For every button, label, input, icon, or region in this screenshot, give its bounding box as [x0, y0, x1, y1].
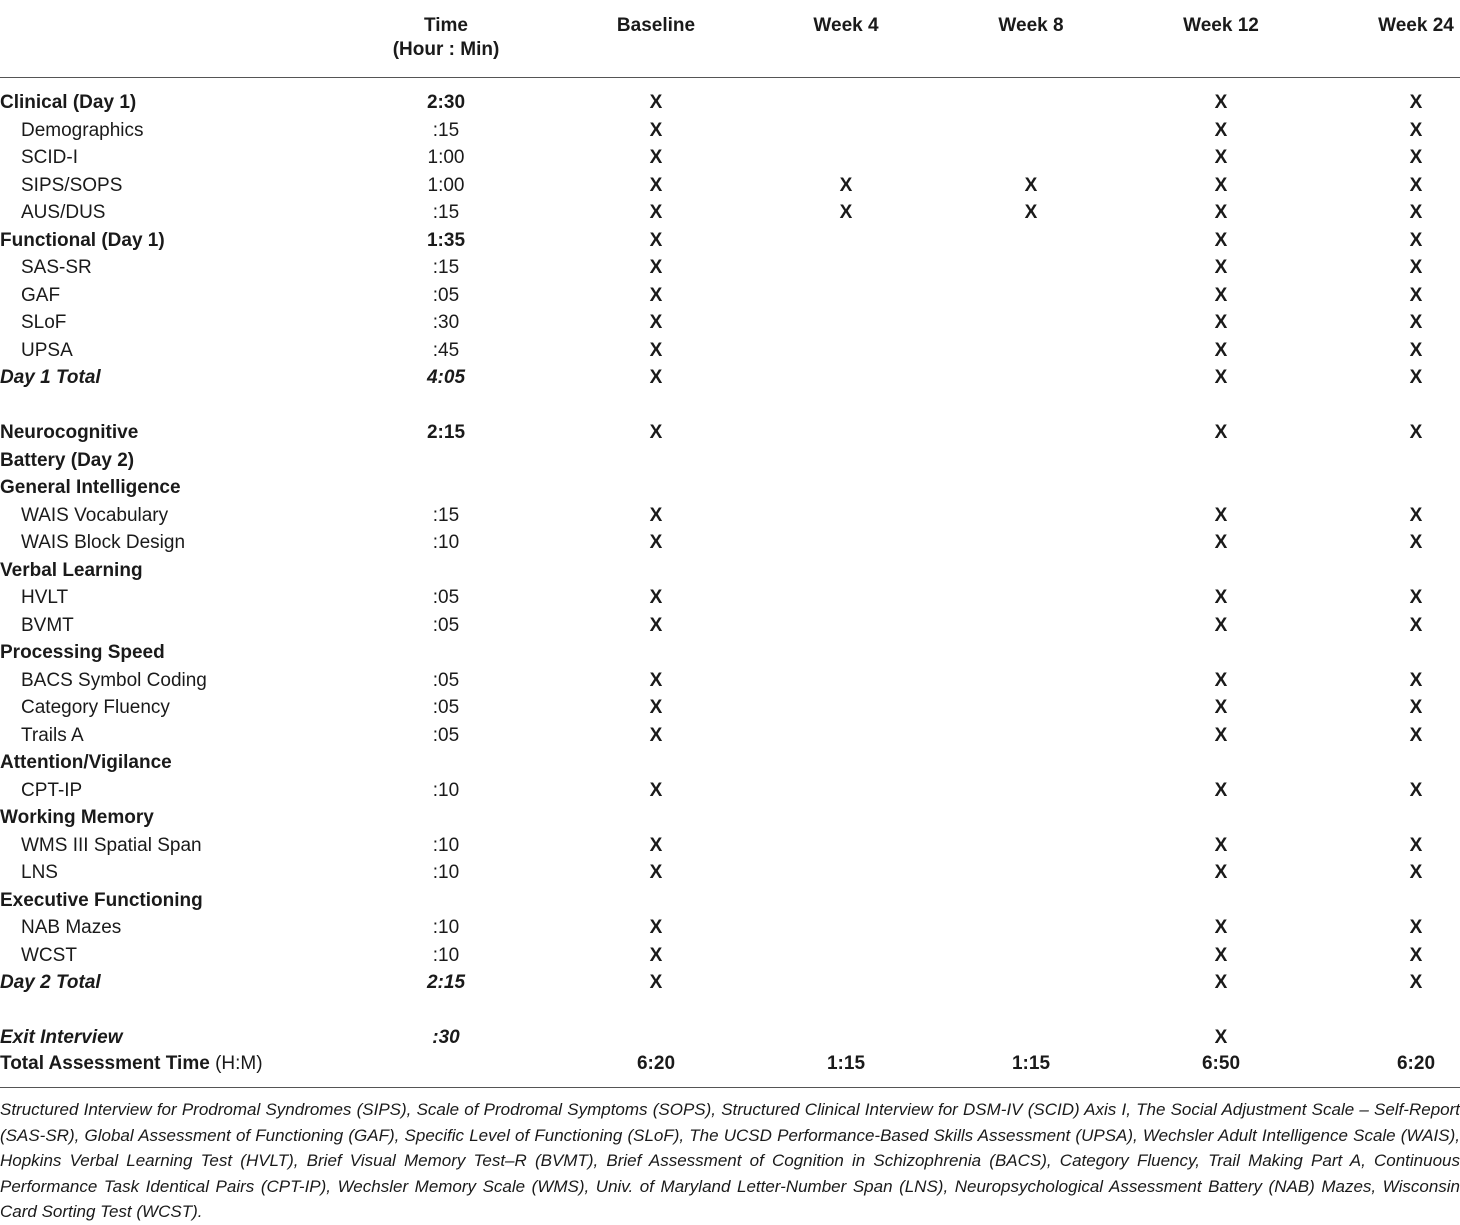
table-row	[0, 199, 1460, 227]
assessment-mark: X	[649, 862, 663, 883]
assessment-mark: X	[1024, 174, 1038, 196]
assessment-mark: X	[1214, 92, 1228, 113]
assessment-mark: X	[1214, 119, 1228, 141]
row-label: Exit Interview	[0, 1027, 123, 1048]
table-row	[0, 529, 1460, 557]
table-row	[0, 447, 1460, 475]
assessment-mark: X	[1214, 174, 1228, 196]
assessment-mark: X	[1409, 174, 1423, 196]
column-header-baseline: Baseline	[616, 15, 696, 36]
table-row	[0, 502, 1460, 530]
total-week-24: 6:20	[1396, 1053, 1436, 1074]
row-label: Attention/Vigilance	[0, 752, 172, 773]
assessment-mark: X	[1214, 834, 1228, 856]
total-week-12: 6:50	[1201, 1053, 1241, 1074]
row-label: GAF	[21, 284, 61, 306]
assessment-mark: X	[1409, 614, 1423, 636]
assessment-mark: X	[1409, 862, 1423, 883]
assessment-mark: X	[649, 724, 663, 746]
column-header-week-4: Week 4	[813, 15, 879, 36]
row-time: :45	[432, 339, 460, 361]
assessment-mark: X	[649, 367, 663, 388]
assessment-mark: X	[1214, 614, 1228, 636]
assessment-mark: X	[1409, 669, 1423, 691]
assessment-mark: X	[649, 284, 663, 306]
time-header-line2: (Hour : Min)	[392, 39, 500, 60]
column-header-week-8: Week 8	[998, 15, 1064, 36]
row-time: :05	[432, 587, 460, 608]
table-row	[0, 117, 1460, 145]
row-time: :15	[432, 119, 460, 141]
assessment-mark: X	[1409, 119, 1423, 141]
assessment-mark: X	[1409, 917, 1423, 938]
total-assessment-unit: (H:M)	[215, 1053, 263, 1074]
row-label: SCID-I	[21, 147, 78, 168]
assessment-mark: X	[1214, 697, 1228, 718]
row-time: :10	[432, 532, 460, 553]
table-row	[0, 282, 1460, 310]
assessment-mark: X	[1214, 504, 1228, 526]
table-row	[0, 832, 1460, 860]
assessment-mark: X	[649, 587, 663, 608]
total-week-8: 1:15	[1011, 1053, 1051, 1074]
assessment-mark: X	[1214, 587, 1228, 608]
row-label: Category Fluency	[21, 697, 170, 718]
table-row	[0, 612, 1460, 640]
assessment-mark: X	[839, 174, 853, 196]
row-label: HVLT	[21, 587, 69, 608]
assessment-mark: X	[1409, 972, 1423, 993]
assessment-mark: X	[649, 422, 663, 443]
row-time: :10	[432, 917, 460, 938]
table-row	[0, 997, 1460, 1025]
row-time: :05	[432, 697, 460, 718]
row-time: :10	[432, 944, 460, 966]
row-time: 1:00	[427, 147, 465, 168]
row-time: 2:15	[426, 422, 466, 443]
row-label: WAIS Block Design	[21, 532, 186, 553]
row-label: Day 1 Total	[0, 367, 101, 388]
row-label: WMS III Spatial Span	[21, 834, 202, 856]
total-assessment-label-cell	[0, 1052, 263, 1076]
table-row	[0, 392, 1460, 420]
row-time: :15	[432, 202, 460, 223]
total-assessment-row	[0, 1050, 1460, 1078]
row-time: :05	[432, 669, 460, 691]
table-row	[0, 172, 1460, 200]
assessment-mark: X	[1409, 724, 1423, 746]
assessment-mark: X	[1214, 944, 1228, 966]
assessment-mark: X	[649, 779, 663, 801]
header-rule	[0, 77, 1460, 78]
table-row	[0, 1024, 1460, 1052]
table-row	[0, 694, 1460, 722]
table-row	[0, 557, 1460, 585]
assessment-mark: X	[649, 972, 663, 993]
row-label: BACS Symbol Coding	[21, 669, 207, 691]
row-time: 1:00	[427, 174, 465, 196]
row-label: UPSA	[21, 339, 73, 361]
assessment-mark: X	[1409, 257, 1423, 278]
assessment-mark: X	[649, 532, 663, 553]
row-label: SIPS/SOPS	[21, 174, 123, 196]
assessment-mark: X	[1214, 779, 1228, 801]
row-label: SAS-SR	[21, 257, 92, 278]
table-row	[0, 859, 1460, 887]
assessment-mark: X	[649, 614, 663, 636]
row-time: :30	[432, 1027, 460, 1048]
row-label: CPT-IP	[21, 779, 83, 801]
assessment-mark: X	[1409, 229, 1423, 251]
row-time: :10	[432, 779, 460, 801]
time-header-line1: Time	[423, 15, 468, 36]
table-row	[0, 942, 1460, 970]
row-label: Neurocognitive	[0, 422, 139, 443]
assessment-mark: X	[1214, 1027, 1228, 1048]
table-row	[0, 337, 1460, 365]
table-row	[0, 777, 1460, 805]
table-row	[0, 309, 1460, 337]
assessment-mark: X	[1409, 92, 1423, 113]
assessment-mark: X	[1214, 972, 1228, 993]
assessment-mark: X	[649, 669, 663, 691]
row-time: :05	[432, 614, 460, 636]
table-row	[0, 419, 1460, 447]
assessment-mark: X	[649, 944, 663, 966]
assessment-mark: X	[1409, 147, 1423, 168]
row-time: :15	[432, 504, 460, 526]
row-time: :10	[432, 834, 460, 856]
row-label: Demographics	[21, 119, 144, 141]
row-time: 4:05	[426, 367, 466, 388]
assessment-mark: X	[649, 92, 663, 113]
assessment-mark: X	[1409, 339, 1423, 361]
assessment-mark: X	[1214, 422, 1228, 443]
row-label: General Intelligence	[0, 477, 181, 498]
assessment-mark: X	[1214, 147, 1228, 168]
assessment-mark: X	[649, 147, 663, 168]
row-label: WCST	[21, 944, 77, 966]
table-row	[0, 364, 1460, 392]
assessment-mark: X	[649, 312, 663, 333]
assessment-mark: X	[649, 504, 663, 526]
row-label: AUS/DUS	[21, 202, 106, 223]
table-row	[0, 969, 1460, 997]
assessment-mark: X	[649, 339, 663, 361]
assessment-mark: X	[1409, 944, 1423, 966]
assessment-mark: X	[649, 119, 663, 141]
total-assessment-label: Total Assessment Time	[0, 1053, 210, 1074]
row-label: Processing Speed	[0, 642, 165, 663]
assessment-mark: X	[1409, 284, 1423, 306]
table-row	[0, 89, 1460, 117]
table-row	[0, 474, 1460, 502]
table-row	[0, 722, 1460, 750]
assessment-mark: X	[649, 229, 663, 251]
column-header-week-24: Week 24	[1378, 15, 1454, 36]
assessment-mark: X	[649, 834, 663, 856]
total-baseline: 6:20	[636, 1053, 676, 1074]
time-column-header	[348, 14, 544, 62]
row-label: LNS	[21, 862, 58, 883]
assessment-mark: X	[1409, 587, 1423, 608]
assessment-mark: X	[1214, 284, 1228, 306]
assessment-mark: X	[1214, 339, 1228, 361]
assessment-mark: X	[649, 257, 663, 278]
table-row	[0, 804, 1460, 832]
assessment-mark: X	[1409, 532, 1423, 553]
table-row	[0, 749, 1460, 777]
assessment-mark: X	[649, 202, 663, 223]
table-row	[0, 227, 1460, 255]
row-time: 2:30	[426, 92, 466, 113]
assessment-mark: X	[1409, 202, 1423, 223]
assessment-mark: X	[649, 697, 663, 718]
table-row	[0, 254, 1460, 282]
assessment-mark: X	[1214, 202, 1228, 223]
row-label: Battery (Day 2)	[0, 449, 135, 471]
assessment-mark: X	[1214, 312, 1228, 333]
assessment-mark: X	[1409, 779, 1423, 801]
row-time: :30	[432, 312, 460, 333]
assessment-mark: X	[839, 202, 853, 223]
assessment-mark: X	[1214, 367, 1228, 388]
assessment-mark: X	[1214, 917, 1228, 938]
table-row	[0, 667, 1460, 695]
row-time: :15	[432, 257, 460, 278]
table-row	[0, 639, 1460, 667]
total-week-4: 1:15	[826, 1053, 866, 1074]
table-row	[0, 887, 1460, 915]
row-time: :05	[432, 284, 460, 306]
assessment-mark: X	[1214, 862, 1228, 883]
assessment-mark: X	[649, 917, 663, 938]
assessment-mark: X	[1214, 724, 1228, 746]
row-label: NAB Mazes	[21, 917, 122, 938]
assessment-mark: X	[1409, 422, 1423, 443]
row-label: Trails A	[21, 724, 84, 746]
table-row	[0, 914, 1460, 942]
column-header-week-12: Week 12	[1183, 15, 1259, 36]
row-label: Verbal Learning	[0, 559, 143, 581]
row-label: Day 2 Total	[0, 972, 101, 993]
assessment-mark: X	[1214, 257, 1228, 278]
row-label: BVMT	[21, 614, 74, 636]
assessment-mark: X	[1409, 504, 1423, 526]
assessment-mark: X	[1214, 669, 1228, 691]
assessment-mark: X	[649, 174, 663, 196]
row-label: Executive Functioning	[0, 889, 203, 911]
assessment-mark: X	[1409, 697, 1423, 718]
row-label: WAIS Vocabulary	[21, 504, 169, 526]
assessment-mark: X	[1214, 532, 1228, 553]
assessment-mark: X	[1409, 312, 1423, 333]
row-time: :10	[432, 862, 460, 883]
assessment-mark: X	[1409, 367, 1423, 388]
row-label: SLoF	[21, 312, 67, 333]
table-row	[0, 584, 1460, 612]
row-label: Working Memory	[0, 807, 154, 828]
bottom-rule	[0, 1087, 1460, 1088]
row-time: :05	[432, 724, 460, 746]
assessment-mark: X	[1024, 202, 1038, 223]
row-label: Clinical (Day 1)	[0, 92, 137, 113]
row-time: 1:35	[426, 229, 466, 251]
assessment-mark: X	[1214, 229, 1228, 251]
assessment-mark: X	[1409, 834, 1423, 856]
row-label: Functional (Day 1)	[0, 229, 165, 251]
row-time: 2:15	[426, 972, 466, 993]
table-row	[0, 144, 1460, 172]
table-footnote: Structured Interview for Prodromal Syndromes (SIPS), Scale of Prodromal Symptoms (SOPS), Structured Clinical Interview for DSM-IV (SCID) Axis I, The Social Adjustment Scale – Self-Report (SAS-SR), Global Assessment of Functioning (GAF), Specific Level of Functioning (SLoF), The UCSD Performance-Based Skills Assessment (UPSA), Wechsler Adult Intelligence Scale (WAIS), Hopkins Verbal Learning Test (HVLT), Brief Visual Memory Test–R (BVMT), Brief Assessment of Cognition in Schizophrenia (BACS), Category Fluency, Trail Making Part A, Continuous Performance Task Identical Pairs (CPT-IP), Wechsler Memory Scale (WMS), Univ. of Maryland Letter-Number Span (LNS), Neuropsychological Assessment Battery (NAB) Mazes, Wisconsin Card Sorting Test (WCST).	[0, 1100, 1460, 1222]
